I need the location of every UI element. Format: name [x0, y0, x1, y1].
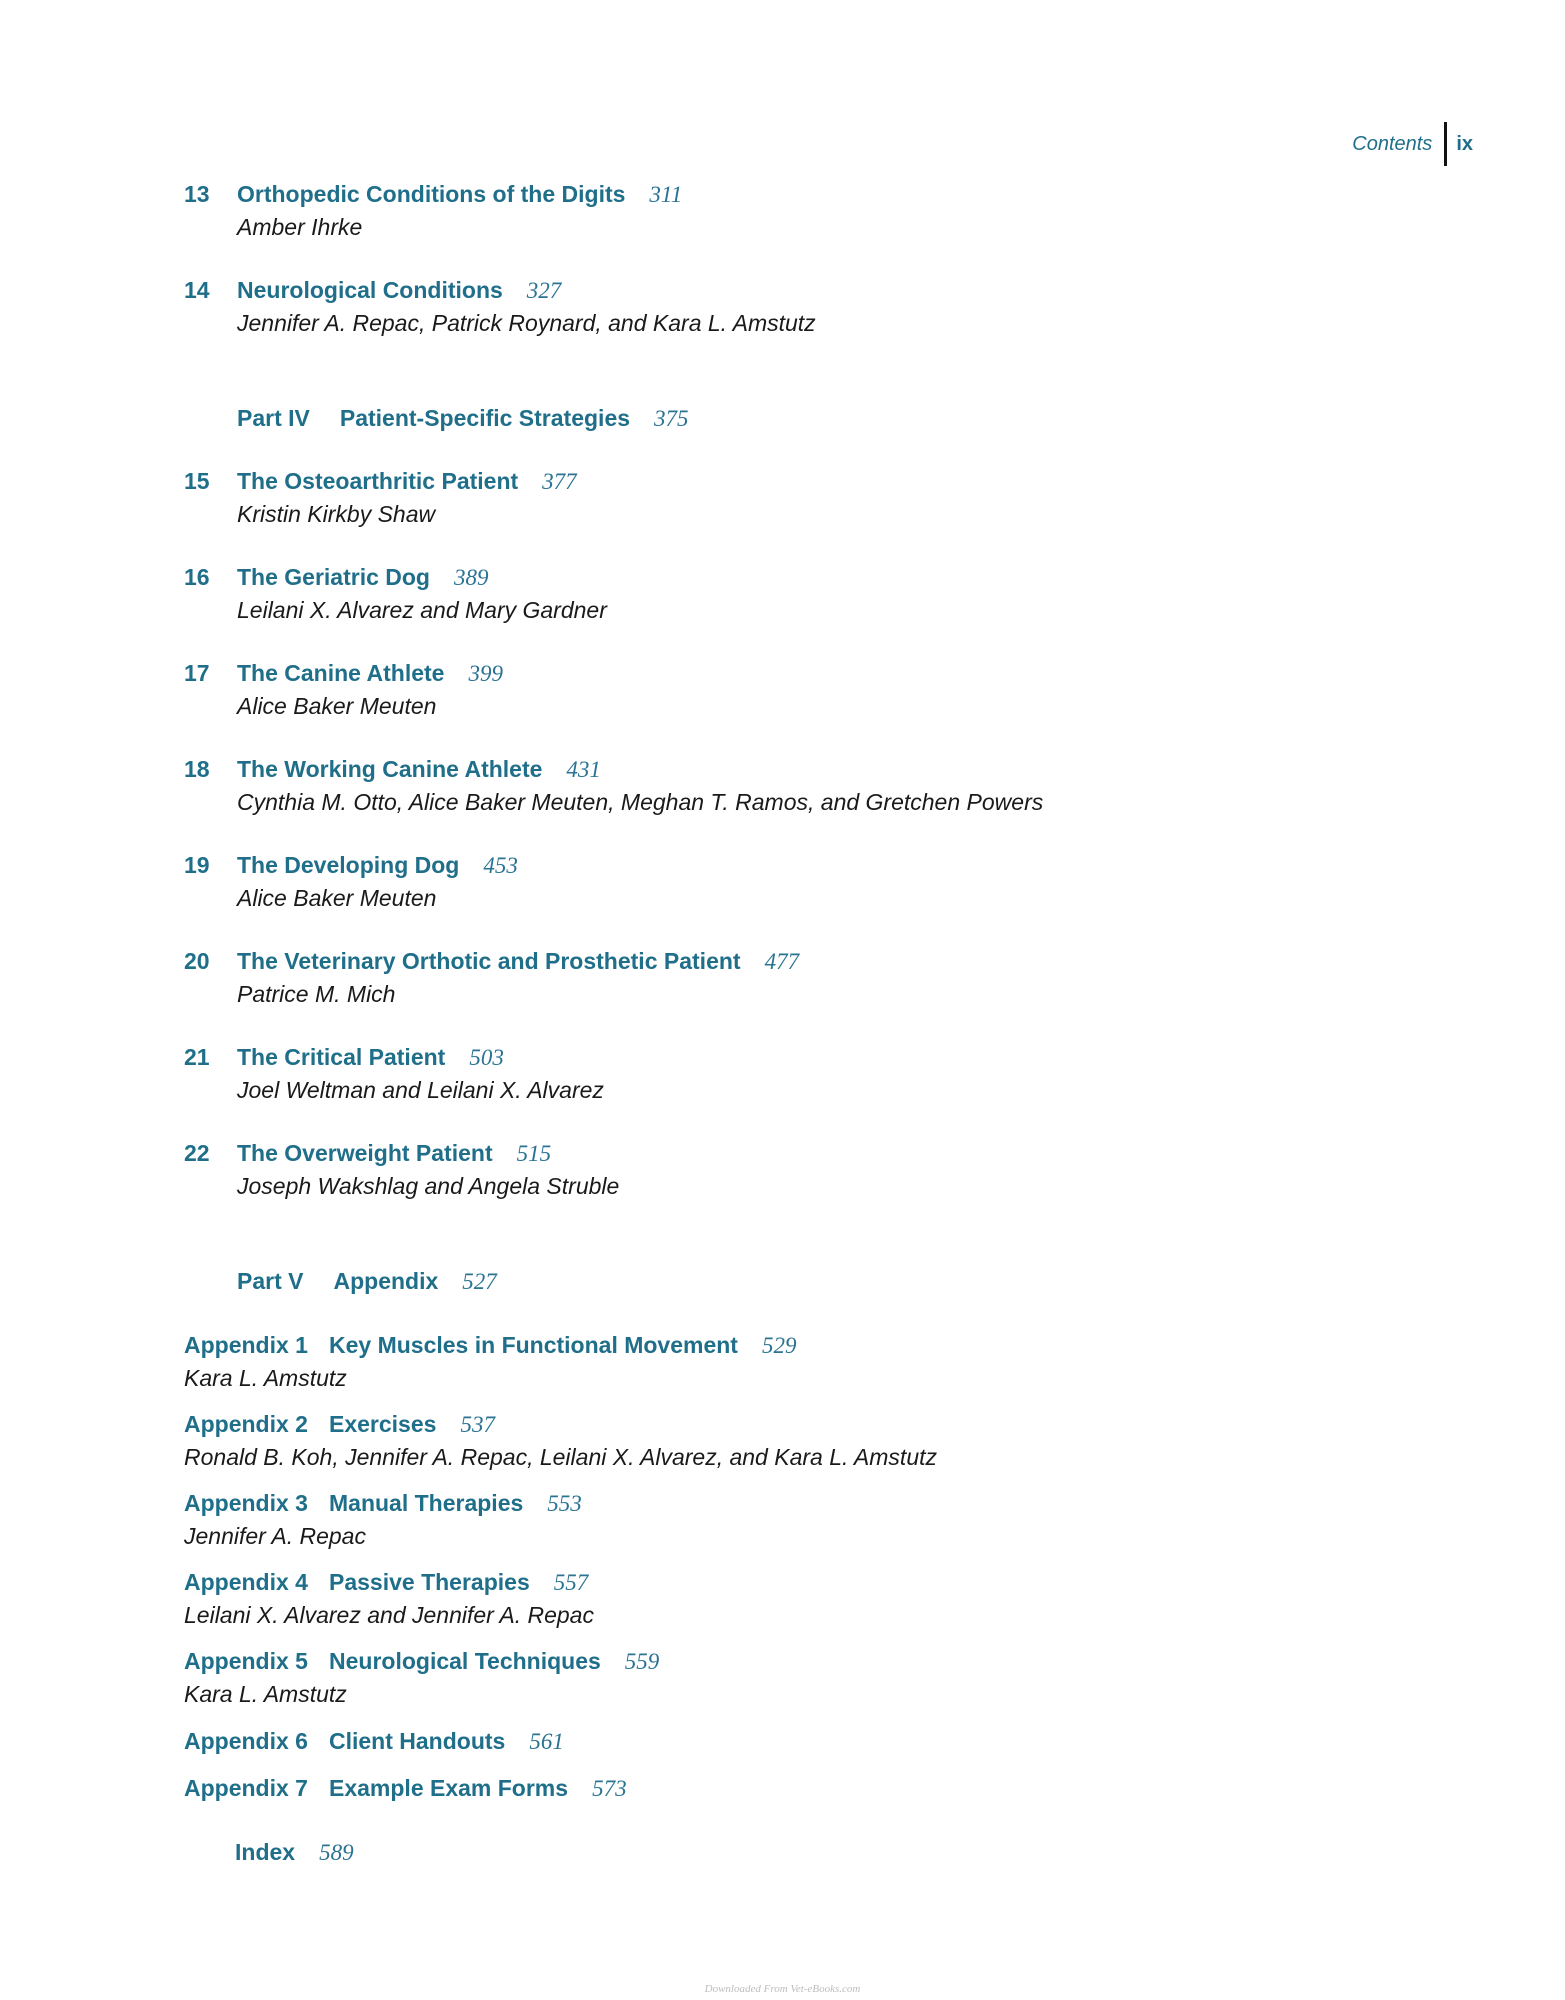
header-divider [1444, 122, 1447, 166]
part-title[interactable]: Appendix [333, 1268, 439, 1294]
appendix-number: Appendix 2 [184, 1411, 308, 1437]
running-header-label: Contents [1352, 132, 1433, 155]
toc-entry-appendix-3[interactable] [184, 1490, 582, 1550]
toc-entry-appendix-5[interactable] [184, 1648, 659, 1708]
page-number: 557 [553, 1570, 589, 1595]
chapter-number: 14 [184, 277, 210, 303]
page-number: 503 [469, 1045, 504, 1070]
chapter-number: 18 [184, 756, 210, 782]
page-number: 477 [764, 949, 800, 974]
toc-entry-chapter-18[interactable] [184, 756, 1043, 816]
toc-entry-chapter-17[interactable] [184, 660, 503, 720]
chapter-title[interactable]: The Geriatric Dog [237, 564, 430, 590]
chapter-number: 22 [184, 1140, 210, 1166]
appendix-title[interactable]: Example Exam Forms [329, 1775, 569, 1801]
chapter-title[interactable]: Orthopedic Conditions of the Digits [237, 181, 626, 207]
running-header [1352, 122, 1473, 166]
toc-entry-chapter-13[interactable] [184, 181, 682, 241]
chapter-authors: Joel Weltman and Leilani X. Alvarez [237, 1077, 604, 1103]
appendix-authors: Ronald B. Koh, Jennifer A. Repac, Leilani X. Alvarez, and Kara L. Amstutz [184, 1444, 938, 1470]
appendix-title[interactable]: Key Muscles in Functional Movement [329, 1332, 738, 1358]
appendix-title[interactable]: Neurological Techniques [329, 1648, 601, 1674]
toc-entry-appendix-6[interactable] [184, 1728, 564, 1755]
appendix-title[interactable]: Passive Therapies [329, 1569, 530, 1595]
appendix-number: Appendix 3 [184, 1490, 308, 1516]
appendix-authors: Kara L. Amstutz [184, 1365, 347, 1391]
index-title[interactable]: Index [235, 1839, 296, 1865]
appendix-title[interactable]: Manual Therapies [329, 1490, 524, 1516]
page-number: 311 [649, 182, 683, 207]
page-number: 327 [526, 278, 562, 303]
toc-entry-chapter-22[interactable] [184, 1140, 619, 1200]
chapter-number: 17 [184, 660, 210, 686]
appendix-number: Appendix 6 [184, 1728, 308, 1754]
page-folio: ix [1456, 132, 1473, 155]
appendix-authors: Kara L. Amstutz [184, 1681, 347, 1707]
chapter-number: 19 [184, 852, 210, 878]
chapter-number: 16 [184, 564, 210, 590]
chapter-authors: Jennifer A. Repac, Patrick Roynard, and Kara L. Amstutz [237, 310, 816, 336]
toc-entry-appendix-4[interactable] [184, 1569, 594, 1629]
page-number: 561 [529, 1729, 564, 1754]
toc-entry-chapter-21[interactable] [184, 1044, 604, 1104]
chapter-title[interactable]: The Working Canine Athlete [237, 756, 543, 782]
chapter-title[interactable]: Neurological Conditions [237, 277, 503, 303]
part-label: Part V [237, 1268, 304, 1294]
page-number: 527 [462, 1269, 497, 1294]
chapter-authors: Patrice M. Mich [237, 981, 396, 1007]
toc-entry-index[interactable] [235, 1839, 354, 1866]
chapter-title[interactable]: The Developing Dog [237, 852, 460, 878]
page-number: 377 [542, 469, 577, 494]
toc-entry-part-iv[interactable] [237, 405, 689, 432]
page-number: 375 [654, 406, 689, 431]
chapter-number: 20 [184, 948, 210, 974]
chapter-authors: Leilani X. Alvarez and Mary Gardner [237, 597, 607, 623]
appendix-authors: Jennifer A. Repac [184, 1523, 366, 1549]
chapter-authors: Cynthia M. Otto, Alice Baker Meuten, Meghan T. Ramos, and Gretchen Powers [237, 789, 1044, 815]
page-number: 453 [483, 853, 518, 878]
chapter-title[interactable]: The Critical Patient [237, 1044, 446, 1070]
chapter-authors: Amber Ihrke [237, 214, 363, 240]
chapter-title[interactable]: The Canine Athlete [237, 660, 445, 686]
page-number: 515 [516, 1141, 552, 1166]
chapter-number: 15 [184, 468, 210, 494]
toc-entry-appendix-7[interactable] [184, 1775, 627, 1802]
appendix-authors: Leilani X. Alvarez and Jennifer A. Repac [184, 1602, 594, 1628]
toc-entry-part-v[interactable] [237, 1268, 497, 1295]
page-number: 537 [460, 1412, 495, 1437]
appendix-number: Appendix 7 [184, 1775, 308, 1801]
toc-entry-appendix-1[interactable] [184, 1332, 796, 1392]
page-number: 559 [624, 1649, 660, 1674]
page-number: 431 [566, 757, 601, 782]
toc-entry-chapter-14[interactable] [184, 277, 816, 337]
appendix-number: Appendix 5 [184, 1648, 308, 1674]
page-number: 589 [319, 1840, 354, 1865]
toc-entry-chapter-19[interactable] [184, 852, 518, 912]
page-number: 529 [761, 1333, 797, 1358]
page-number: 399 [468, 661, 503, 686]
part-title[interactable]: Patient-Specific Strategies [339, 405, 631, 431]
chapter-authors: Alice Baker Meuten [237, 885, 437, 911]
chapter-number: 21 [184, 1044, 210, 1070]
chapter-title[interactable]: The Veterinary Orthotic and Prosthetic Patient [237, 948, 741, 974]
chapter-title[interactable]: The Osteoarthritic Patient [237, 468, 519, 494]
toc-entry-chapter-20[interactable] [184, 948, 799, 1008]
toc-entry-appendix-2[interactable] [184, 1411, 937, 1471]
page-number: 389 [453, 565, 489, 590]
chapter-number: 13 [184, 181, 210, 207]
chapter-authors: Alice Baker Meuten [237, 693, 437, 719]
chapter-authors: Kristin Kirkby Shaw [237, 501, 436, 527]
toc-entry-chapter-16[interactable] [184, 564, 607, 624]
chapter-title[interactable]: The Overweight Patient [237, 1140, 493, 1166]
download-watermark: Downloaded From Vet-eBooks.com [704, 1983, 861, 1995]
appendix-title[interactable]: Exercises [329, 1411, 437, 1437]
page-number: 573 [592, 1776, 627, 1801]
part-label: Part IV [237, 405, 310, 431]
chapter-authors: Joseph Wakshlag and Angela Struble [237, 1173, 620, 1199]
appendix-number: Appendix 4 [184, 1569, 308, 1595]
appendix-title[interactable]: Client Handouts [329, 1728, 506, 1754]
page-number: 553 [547, 1491, 582, 1516]
toc-entry-chapter-15[interactable] [184, 468, 577, 528]
appendix-number: Appendix 1 [184, 1332, 308, 1358]
